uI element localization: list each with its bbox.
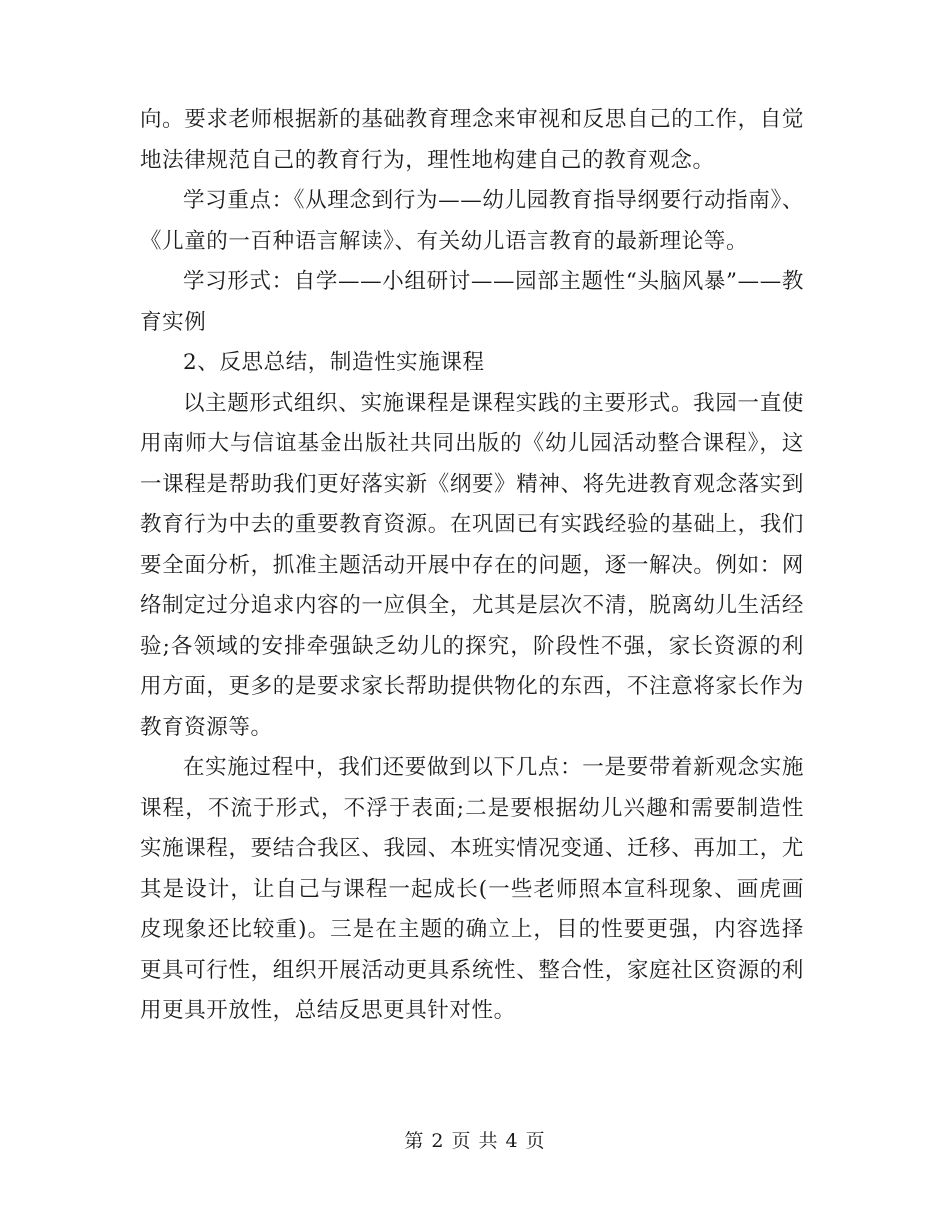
page-number-footer: 第 2 页 共 4 页: [404, 1130, 546, 1152]
paragraph-5: 以主题形式组织、实施课程是课程实践的主要形式。我园一直使用南师大与信谊基金出版社共同出版的《幼儿园活动整合课程》，这一课程是帮助我们更好落实新《纲要》精神、将先进教育观念落实到教育行为中去的重要教育资源。在巩固已有实践经验的基础上，我们要全面分析，抓准主题活动开展中存在的问题，逐一解决。例如：网络制定过分追求内容的一应俱全，尤其是层次不清，脱离幼儿生活经验;各领域的安排牵强缺乏幼儿的探究，阶段性不强，家长资源的利用方面，更多的是要求家长帮助提供物化的东西，不注意将家长作为教育资源等。: [140, 390, 804, 740]
section-heading: 2、反思总结，制造性实施课程: [183, 350, 485, 375]
paragraph-6: 在实施过程中，我们还要做到以下几点：一是要带着新观念实施课程，不流于形式，不浮于表面;二是要根据幼儿兴趣和需要制造性实施课程，要结合我区、我园、本班实情况变通、迁移、再加工，尤其是设计，让自己与课程一起成长(一些老师照本宣科现象、画虎画皮现象还比较重)。三是在主题的确立上，目的性要更强，内容选择更具可行性，组织开展活动更具系统性、整合性，家庭社区资源的利用更具开放性，总结反思更具针对性。: [140, 755, 804, 1023]
paragraph-1: 向。要求老师根据新的基础教育理念来审视和反思自己的工作，自觉地法律规范自己的教育行为，理性地构建自己的教育观念。: [140, 107, 804, 173]
paragraph-3: 学习形式：自学——小组研讨——园部主题性“头脑风暴”——教育实例: [140, 269, 804, 335]
paragraph-2: 学习重点：《从理念到行为——幼儿园教育指导纲要行动指南》、《儿童的一百种语言解读》、有关幼儿语言教育的最新理论等。: [140, 188, 804, 254]
document-body: [140, 100, 804, 1032]
